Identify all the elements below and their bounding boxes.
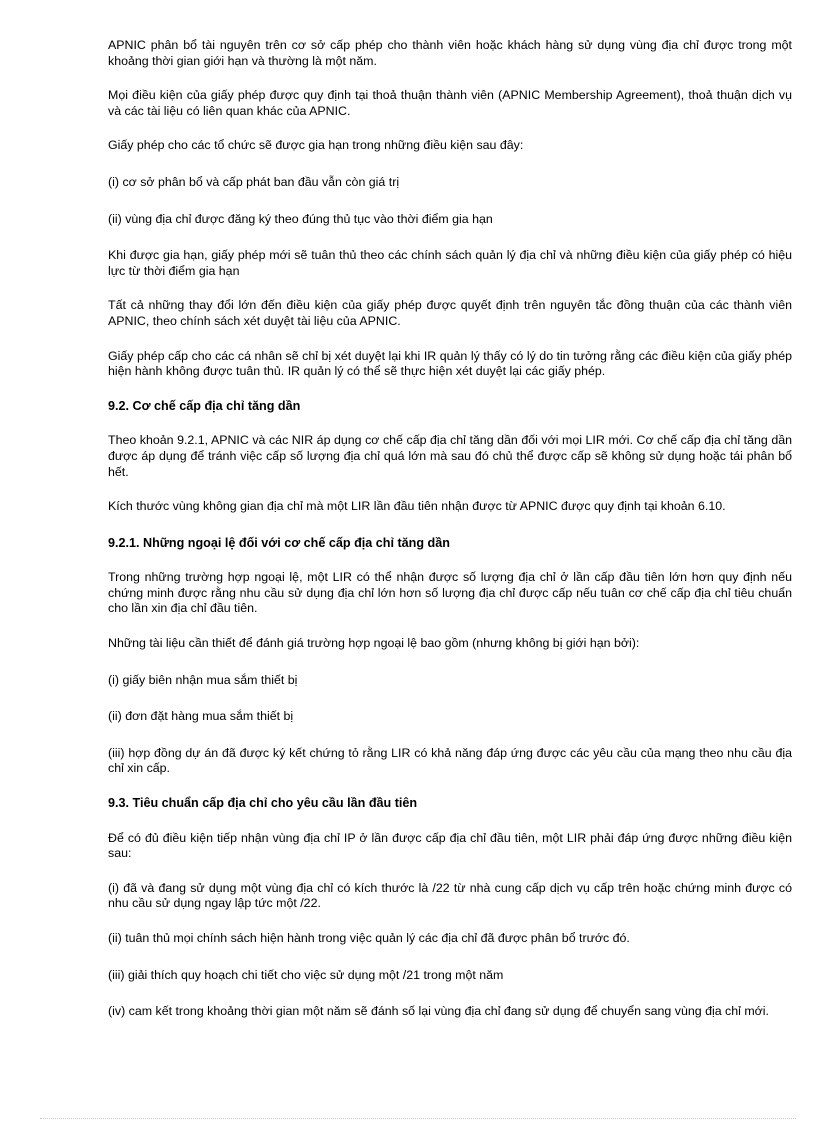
paragraph: Giấy phép cấp cho các cá nhân sẽ chỉ bị xét duyệt lại khi IR quản lý thấy có lý do tin tưởng rằng các điều kiện của giấy phép hiện hành không được tuân thủ. IR quản lý có thể sẽ thực hiện xét duyệt lại các giấy phép. [108, 348, 792, 379]
document-page [108, 38, 792, 1039]
list-item: (ii) tuân thủ mọi chính sách hiện hành trong việc quản lý các địa chỉ đã được phân bổ trước đó. [108, 931, 630, 945]
page-bottom-divider [40, 1118, 796, 1119]
paragraph: APNIC phân bổ tài nguyên trên cơ sở cấp phép cho thành viên hoặc khách hàng sử dụng vùng địa chỉ được trong một khoảng thời gian giới hạn và thường là một năm. [108, 38, 792, 68]
section-heading-9-2-1: 9.2.1. Những ngoại lệ đối với cơ chế cấp địa chỉ tăng dần [108, 535, 450, 550]
paragraph: Giấy phép cho các tổ chức sẽ được gia hạn trong những điều kiện sau đây: [108, 138, 524, 153]
paragraph: Trong những trường hợp ngoại lệ, một LIR có thể nhận được số lượng địa chỉ ở lần cấp đầu tiên lớn hơn quy định nếu chứng minh được rằng nhu cầu sử dụng địa chỉ lớn hơn số lượng địa chỉ được cấp nếu tuân cơ chế cấp địa chỉ tiêu chuẩn cho lần xin địa chỉ đầu tiên. [108, 570, 792, 616]
list-item: (ii) vùng địa chỉ được đăng ký theo đúng thủ tục vào thời điểm gia hạn [108, 211, 493, 226]
section-heading-9-3: 9.3. Tiêu chuẩn cấp địa chỉ cho yêu cầu lần đầu tiên [108, 796, 418, 811]
list-item: (iii) hợp đồng dự án đã được ký kết chứng tỏ rằng LIR có khả năng đáp ứng được các yêu cầu của mạng theo nhu cầu địa chỉ xin cấp. [108, 745, 792, 776]
list-item: (i) cơ sở phân bổ và cấp phát ban đầu vẫn còn giá trị [108, 174, 400, 189]
paragraph: Những tài liệu cần thiết để đánh giá trường hợp ngoại lệ bao gồm (nhưng không bị giới hạn bởi): [108, 636, 640, 651]
paragraph: Kích thước vùng không gian địa chỉ mà một LIR lần đầu tiên nhận được từ APNIC được quy định tại khoản 6.10. [108, 499, 726, 514]
paragraph: Để có đủ điều kiện tiếp nhận vùng địa chỉ IP ở lần được cấp địa chỉ đầu tiên, một LIR phải đáp ứng được những điều kiện sau: [108, 830, 792, 861]
paragraph: Theo khoản 9.2.1, APNIC và các NIR áp dụng cơ chế cấp địa chỉ tăng dần đối với mọi LIR mới. Cơ chế cấp địa chỉ tăng dần được áp dụng để tránh việc cấp số lượng địa chỉ quá lớn mà sau đó chủ thể được cấp sẽ không sử dụng hoặc tái phân bổ hết. [108, 433, 792, 479]
list-item: (ii) đơn đặt hàng mua sắm thiết bị [108, 709, 294, 724]
list-item: (i) giấy biên nhận mua sắm thiết bị [108, 672, 298, 687]
paragraph: Tất cả những thay đổi lớn đến điều kiện của giấy phép được quyết định trên nguyên tắc đồng thuận của các thành viên APNIC, theo chính sách xét duyệt tài liệu của APNIC. [108, 298, 792, 328]
paragraph: Khi được gia hạn, giấy phép mới sẽ tuân thủ theo các chính sách quản lý địa chỉ và những điều kiện của giấy phép có hiệu lực từ thời điểm gia hạn [108, 248, 792, 278]
paragraph: Mọi điều kiện của giấy phép được quy định tại thoả thuận thành viên (APNIC Membership Agreement), thoả thuận dịch vụ và các tài liệu có liên quan khác của APNIC. [108, 88, 792, 118]
list-item: (i) đã và đang sử dụng một vùng địa chỉ có kích thước là /22 từ nhà cung cấp dịch vụ cấp trên hoặc chứng minh được có nhu cầu sử dụng ngay lập tức một /22. [108, 880, 792, 911]
list-item: (iv) cam kết trong khoảng thời gian một năm sẽ đánh số lại vùng địa chỉ đang sử dụng để chuyển sang vùng địa chỉ mới. [108, 1004, 769, 1019]
section-heading-9-2: 9.2. Cơ chế cấp địa chỉ tăng dần [108, 398, 301, 413]
list-item: (iii) giải thích quy hoạch chi tiết cho việc sử dụng một /21 trong một năm [108, 967, 504, 982]
